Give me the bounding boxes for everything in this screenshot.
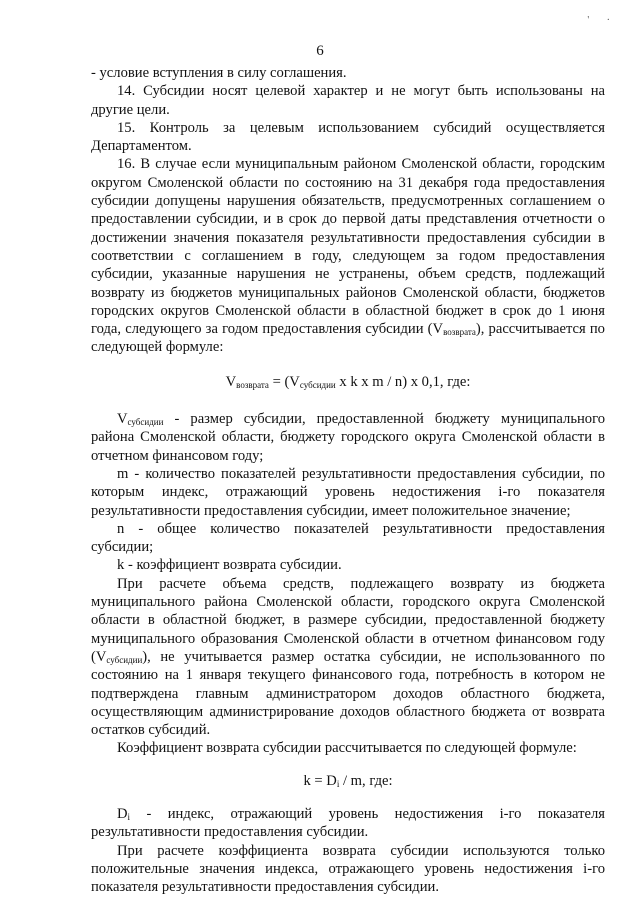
paragraph-15: 15. Контроль за целевым использованием субсидий осуществляется Департаментом.: [91, 119, 605, 155]
paragraph-16-tail: ), рассчитывается по следующей формуле:: [91, 321, 605, 356]
paragraph-final: При расчете коэффициента возврата субсидии используются только положительные значения индекса, отражающего уровень недостижения i-го показателя результативности предоставления субсидии.: [91, 842, 605, 896]
formula-subscript: субсидии: [299, 379, 336, 390]
definition-k: k - коэффициент возврата субсидии.: [117, 557, 342, 574]
calculation-subscript: субсидии: [106, 654, 143, 665]
formula-coefficient: [91, 772, 605, 790]
calculation-tail: ), не учитывается размер остатка субсидии, не использованного по состоянию на 1 января текущего финансового года, потребность в котором не подтверждена главным администратором доходов областного бюджета, осуществляющим администрирование доходов областного бюджета от возврата остатков субсидий.: [91, 648, 605, 739]
calculation-text: При расчете объема средств, подлежащего возврату из бюджета муниципального района Смоленской области, городского округа Смоленской области в областной бюджет, в размере субсидии, предоставленной бюджету муниципального образования Смоленской области в отчетном финансовом году (V: [91, 575, 605, 665]
formula-symbol: V: [225, 373, 237, 390]
document-body: [91, 64, 605, 896]
page-number: 6: [316, 43, 324, 59]
paragraph-condition: - условие вступления в силу соглашения.: [91, 65, 347, 81]
definition-symbol: D: [117, 805, 128, 822]
paragraph-16: [91, 155, 605, 356]
formula-subscript: возврата: [236, 379, 269, 390]
definition-subscript: i: [127, 811, 131, 822]
formula-part: = (V: [268, 373, 300, 390]
paragraph-calculation: [91, 575, 605, 740]
scan-mark: ' ·: [587, 15, 610, 26]
definition-n: n - общее количество показателей результативности предоставления субсидии;: [91, 520, 605, 556]
definition-text: - индекс, отражающий уровень недостижения i-го показателя результативности предоставления субсидии.: [91, 805, 605, 841]
formula-subscript: i: [336, 778, 340, 789]
definition-text: - размер субсидии, предоставленной бюджету муниципального района Смоленской области, бюджету городского округа Смоленской области в отчетном финансовом году;: [91, 411, 605, 464]
formula-part: x k x m / n) x 0,1, где:: [335, 373, 471, 390]
paragraph-14: 14. Субсидии носят целевой характер и не могут быть использованы на другие цели.: [91, 83, 605, 118]
formula-part: / m, где:: [339, 772, 393, 789]
definition-v-subsidy: [91, 410, 605, 465]
definition-symbol: V: [117, 411, 128, 428]
definition-d: [91, 805, 605, 842]
definition-subscript: субсидии: [127, 417, 164, 428]
coefficient-intro: Коэффициент возврата субсидии рассчитывается по следующей формуле:: [117, 740, 577, 757]
paragraph-16-subscript: возврата: [443, 327, 476, 338]
formula-part: k = D: [303, 772, 337, 789]
definition-m: m - количество показателей результативности предоставления субсидии, по которым индекс, отражающий уровень недостижения i-го показателя результативности предоставления субсидии, имеет положительное значение;: [91, 465, 605, 519]
formula-return-volume: [91, 373, 605, 391]
paragraph-16-text: 16. В случае если муниципальным районом Смоленской области, городским округом Смоленской области по состоянию на 31 декабря года предоставления субсидии допущены нарушения обязательств, предусмотренных соглашением о предоставлении субсидии, и в срок до первой даты представления отчетности о достижении значения показателя результативности предоставления субсидии в соответствии с соглашением в году, следующем за годом предоставления субсидии, указанные нарушения не устранены, объем средств, подлежащий возврату из бюджетов муниципальных районов Смоленской области, бюджетов городских округов Смоленской области в областной бюджет в срок до 1 июня года, следующего за годом предоставления субсидии (V: [91, 156, 605, 338]
